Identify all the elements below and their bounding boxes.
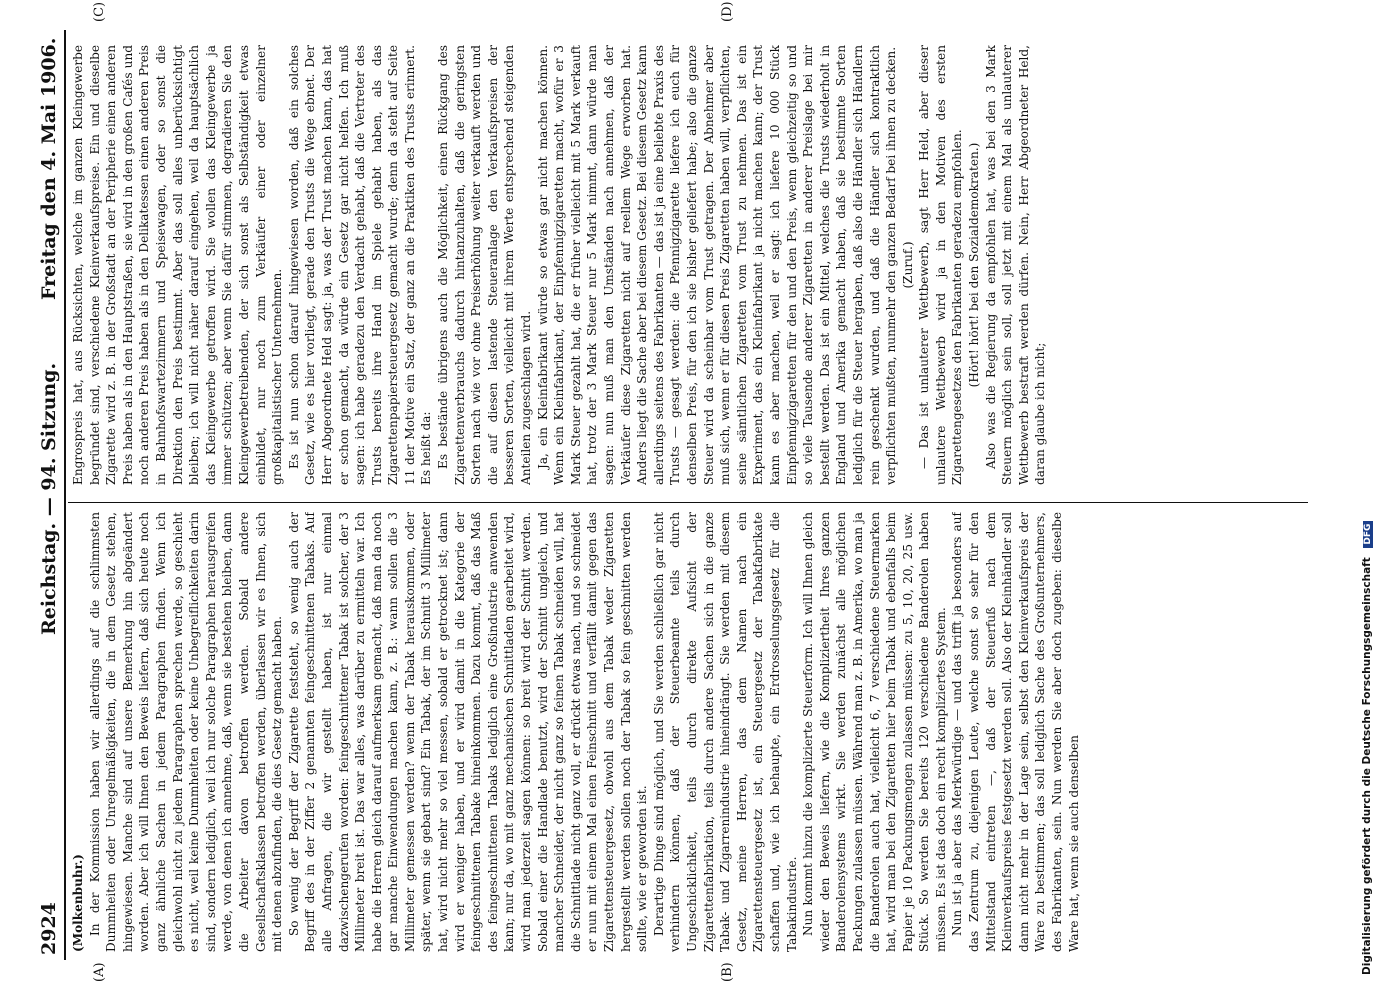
header-rule bbox=[64, 30, 66, 960]
margin-marker-b: (B) bbox=[720, 962, 735, 982]
paragraph: — Das ist unlauterer Wettbewerb, sagt Herr Held, aber dieser unlautere Wettbewerb wird ja in den Motiven des ersten Zigarettengesetzes den Fabrikanten geradezu empfohlen. bbox=[917, 45, 965, 485]
paragraph: Engrospreis hat, aus Rücksichten, welche im ganzen Kleingewerbe begründet sind, verschiedene Kleinverkaufspreise. Ein und dieselbe Zigarette wird z. B. in der Großstadt an der Peripherie einen anderen Preis haben als in den Hauptstraßen, sie wird in den großen Cafés und noch anderen Preis haben als in den Delikatessen einen anderen Preis in Bahnhofswartezimmern und Speisewagen, oder so sonst die Direktion den Preis bestimmt. Aber das soll alles unberücksichtigt bleiben; ich will nicht näher darauf eingehen, weil da hauptsächlich das Kleingewerbe getroffen wird. Sie wollen das Kleingewerbe ja immer schützen; aber wenn Sie dafür stimmen, degradieren Sie den Kleingewerbetreibenden, der sich sonst als Selbständigkeit etwas einbildet, nur noch zum Verkäufer einer oder einzelner großkapitalistischer Unternehmen. bbox=[71, 45, 285, 485]
column-divider bbox=[68, 502, 1308, 503]
margin-marker-a: (A) bbox=[92, 962, 107, 982]
paragraph: Nun kommt hinzu die komplizierte Steuerform. Ich will Ihnen gleich wieder den Beweis liefern, wie die Kompliziertheit Ihres ganzen Banderolensystems wirkt. Sie werden zunächst alle möglichen Packungen zulassen müssen. Während man z. B. in Amerika, wo man ja die Banderolen auch hat, vielleicht 6, 7 verschiedene Steuermarken hat, wird man bei den Zigaretten hier beim Tabak und ebenfalls beim Papier je 10 Packungsmengen zulassen müssen: zu 5, 10, 20, 25 usw. Stück. So werden Sie bereits 120 verschiedene Banderolen haben müssen. Es ist das doch ein recht kompliziertes System. bbox=[801, 512, 948, 952]
left-column bbox=[70, 512, 1320, 952]
speaker-name: (Molkenbuhr.) bbox=[71, 854, 85, 952]
paragraph: Derartige Dinge sind möglich, und Sie werden schließlich gar nicht verhindern können, daß der Steuerbeamte teils durch Ungeschicklichkeit, teils durch direkte Aufsicht der Zigarettenfabrikation, teils durch andere Sachen sich in die ganze Tabak- und Zigarrenindustrie hineindrängt. Sie werden mit diesem Gesetz, meine Herren, das dem Namen nach ein Zigarettensteuergesetz ist, ein Steuergesetz der Tabakfabrikate schaffen und, wie ich behaupte, ein Erdrosselungsgesetz für die Tabakindustrie. bbox=[651, 512, 799, 952]
paragraph: Also was die Regierung da empfohlen hat, was bei den 3 Mark Steuern möglich sein soll, soll jetzt mit einem Mal als unlauterer Wettbewerb bestraft werden dürfen. Nein, Herr Abgeordneter Held, daran glaube ich nicht; bbox=[983, 45, 1048, 485]
digitization-note bbox=[1361, 0, 1377, 975]
quoted-passage: Es bestände übrigens auch die Möglichkeit, einen Rückgang des Zigarettenverbrauchs dadurch hintanzuhalten, daß die geringsten Sorten nach wie vor ohne Preiserhöhung weiter verkauft werden und die auf diesen lastende Steueranlage den Verkaufspreisen der besseren Sorten, vielleicht mit ihrem Werte entsprechend steigenden Anteilen zugeschlagen wird. bbox=[436, 45, 534, 485]
paragraph: Ja, ein Kleinfabrikant würde so etwas gar nicht machen können. Wenn ein Kleinfabrikant, der Einpfennigzigaretten macht, wofür er 3 Mark Steuer gezahlt hat, die er früher vielleicht mit 5 Mark verkauft hat, trotz der 3 Mark Steuer nur 5 Mark nimmt, dann würde man sagen: nun muß man den Umständen nach annehmen, daß der Verkäufer diese Zigaretten nicht auf reellem Wege erworben hat. Anders liegt die Sache aber bei diesem Gesetz. Bei diesem Gesetz kann allerdings seitens des Fabrikanten — das ist ja eine beliebte Praxis des Trusts — gesagt werden: die Pfennigzigarette liefere ich euch für denselben Preis, für den ich sie bisher geliefert habe; also die ganze Steuer wird da scheinbar vom Trust getragen. Der Abnehmer aber muß sich, wenn er für diesen Preis Zigaretten haben will, verpflichten, seine sämtlichen Zigaretten vom Trust zu nehmen. Das ist ein Experiment, das ein Kleinfabrikant ja nicht machen kann; der Trust kann es aber machen, weil er sagt: ich liefere 10 000 Stück Einpfennigzigaretten für den und den Preis, wenn gleichzeitig so und so viele Tausende anderer Zigaretten in anderer Preislage bei mir bestellt werden. Das ist ein Mittel, welches die Trusts wiederholt in England und Amerika gemacht haben, daß sie bestimmte Sorten lediglich für die Steuer hergaben, daß also die Händler sich Händlern rein geschenkt wurden, und daß die Händler sich kontraktlich verpflichten mußten, nunmehr den ganzen Bedarf bei ihnen zu decken. bbox=[535, 45, 899, 485]
paragraph: Nun ist ja aber das Merkwürdige — und das trifft ja besonders auf das Zentrum zu, diejenigen Leute, welche sonst so sehr für den Mittelstand eintreten —, daß der Steuerfuß nach dem Kleinverkaufspreise festgesetzt werden soll. Also der Kleinhändler soll dann nicht mehr in der Lage sein, selbst den Kleinverkaufspreis der Ware zu bestimmen; das soll lediglich Sache des Großunternehmers, des Fabrikanten, sein. Nun werden Sie aber doch zugeben: dieselbe Ware hat, wenn sie auch denselben bbox=[950, 512, 1081, 952]
paragraph: So wenig der Begriff der Zigarette feststeht, so wenig auch der Begriff des in der Ziffer 2 genannten feingeschnittenen Tabaks. Auf alle Anfragen, die wir gestellt haben, ist nur einmal dazwischengerufen worden: feingeschnittener Tabak ist solcher, der 3 Millimeter breit ist. Das war alles, was darüber zu ermitteln war. Ich habe die Herren gleich darauf aufmerksam gemacht, daß man da noch gar manche Einwendungen machen kann, z. B.: wann sollen die 3 Millimeter gemessen werden? wenn der Tabak herauskommen, oder später, wenn sie gebart sind? Ein Tabak, der im Schnitt 3 Millimeter hat, wird nicht mehr so viel messen, sobald er getrocknet ist; dann wird er weniger haben, und er wird damit in die Kategorie der feingeschnittenen Tabake hineinkommen. Dazu kommt, daß das Maß des feingeschnittenen Tabaks lediglich eine Großindustrie anwenden kann; nur da, wo mit ganz mechanischen Schnittladen gearbeitet wird, wird man jederzeit sagen können: so breit wird der Schnitt werden. Sobald einer die Handlade benutzt, wird der Schnitt ungleich, und mancher Schneider, der nicht ganz so feinen Tabak schneiden will, hat die Schnittlade nicht ganz voll, er drückt etwas nach, und so schneidet er nun mit einem Mal einen Feinschnitt und verfällt damit gegen das Zigarettensteuergesetz, obwohl aus dem Tabak weder Zigaretten hergestellt werden sollen noch der Tabak so fein geschnitten werden sollte, wie er geworden ist. bbox=[286, 512, 650, 952]
session-title: Reichstag. — 94. Sitzung. bbox=[38, 362, 60, 635]
page-number: 2924 bbox=[38, 902, 60, 955]
margin-marker-c: (C) bbox=[92, 1, 107, 22]
session-date: Freitag den 4. Mai 1906. bbox=[38, 37, 60, 300]
margin-marker-d: (D) bbox=[720, 1, 735, 22]
paragraph: Es ist nun schon darauf hingewiesen worden, daß ein solches Gesetz, wie es hier vorliegt, gerade den Trusts die Wege ebnet. Der Herr Abgeordnete Held sagt: ja, was der Trust machen kann, das hat er schon gemacht, da würde ein Gesetz gar nicht helfen. Ich muß sagen: ich habe geradezu den Verdacht gehabt, daß die Vertreter des Trusts bereits ihre Hand im Spiele gehabt haben, als das Zigarettenpapiersteuergesetz gemacht wurde; denn da steht auf Seite 11 der Motive ein Satz, der ganz an die Praktiken des Trusts erinnert. Es heißt da: bbox=[286, 45, 434, 485]
interjection: (Zuruf.) bbox=[900, 241, 915, 289]
right-column bbox=[70, 45, 1320, 485]
dfg-logo: DFG bbox=[1363, 521, 1373, 548]
paragraph: In der Kommission haben wir allerdings auf die schlimmsten Dummheiten oder Unregelmäßigkeiten, die in dem Gesetz stehen, hingewiesen. Manche sind auf unsere Bemerkung hin abgeändert worden. Aber ich will Ihnen den Beweis liefern, daß sich heute noch ganz ähnliche Sachen in jedem Paragraphen finden. Wenn ich gleichwohl nicht zu jedem Paragraphen sprechen werde, so geschieht es nicht, weil keine Dummheiten oder keine Unbegreiflichkeiten darin sind, sondern lediglich, weil ich nur solche Paragraphen herausgreifen werde, von denen ich annehme, daß, wenn sie bestehen bleiben, dann die Arbeiter davon betroffen werden. Sobald andere Gesellschaftsklassen betroffen werden, überlassen wir es Ihnen, sich mit denen abzufinden, die dies Gesetz gemacht haben. bbox=[87, 512, 285, 952]
interjection: (Hört! hört! bei den Sozialdemokraten.) bbox=[967, 142, 982, 388]
funding-text: Digitalisierung gefördert durch die Deutsche Forschungsgemeinschaft bbox=[1361, 557, 1373, 975]
